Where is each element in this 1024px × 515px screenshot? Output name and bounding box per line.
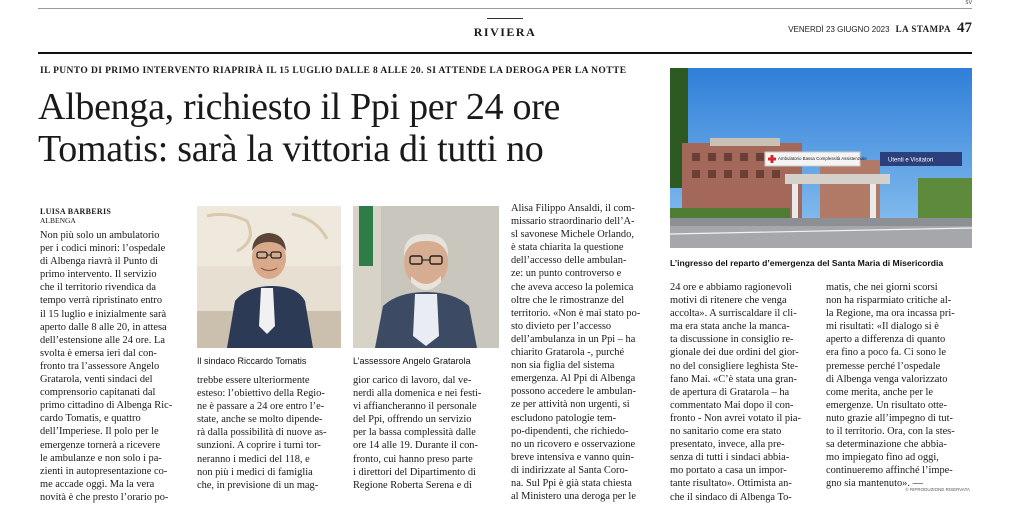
portrait-tomatis-image — [197, 206, 341, 348]
header-rule — [38, 52, 972, 54]
text-line: fronto - Non avrei votato il pia- — [670, 412, 801, 424]
portrait-gratarola-image — [353, 206, 499, 348]
text-line: dell’estensione alle 24 ore. La — [40, 334, 165, 346]
text-line: sa determinazione che abbia- — [826, 439, 947, 451]
text-line: po-dipendenti, che richiedo- — [511, 425, 629, 437]
text-line: non ha risparmiato critiche al- — [826, 295, 952, 307]
text-line: missario straordinario dell’A- — [511, 216, 635, 228]
text-line: che, in previsione di un mag- — [197, 479, 319, 491]
article-column-4 — [511, 202, 661, 503]
text-line: vi affiancheranno il personale — [353, 401, 477, 413]
text-line: mi risultati: «Il dialogo si è — [826, 321, 939, 333]
text-line: me accade oggi. Ma la vera — [40, 478, 155, 490]
text-line: state, anche se molto dipende- — [197, 414, 323, 426]
photo-tomatis — [197, 206, 341, 348]
hospital-entrance-image — [670, 68, 972, 248]
text-line: esteso: l’obiettivo della Regio- — [197, 388, 325, 400]
text-line: che il territorio rivendica da — [40, 282, 156, 294]
text-line: primo intervento. Il servizio — [40, 269, 157, 281]
text-line: come merita, anche per le — [826, 386, 934, 398]
text-line: è stata chiarita la questione — [511, 242, 624, 254]
text-line: no un ricovero e osservazione — [511, 438, 636, 450]
text-line: di Albenga venga valorizzato — [826, 373, 948, 385]
text-line: cardo Tomatis, e quattro — [40, 413, 141, 425]
copyright-notice: © RIPRODUZIONE RISERVATA — [905, 487, 970, 492]
text-line: di indirizzate al Santa Coro- — [511, 464, 629, 476]
text-line: nerdì alla domenica e nei festi- — [353, 388, 482, 400]
photo-caption: Il sindaco Riccardo Tomatis — [197, 356, 307, 366]
text-line: Gratarola, venti sindaci del — [40, 374, 153, 386]
text-line: mo impiegato fino ad oggi, — [826, 452, 939, 464]
dateline — [788, 20, 972, 37]
text-line: Non più solo un ambulatorio — [40, 230, 160, 241]
text-line: premesse perché l’ospedale — [826, 360, 941, 372]
top-rule — [38, 8, 972, 9]
text-line: fano Mai. «C’è stata una gran- — [670, 373, 797, 385]
text-line: tante risultato». Ottimista an- — [670, 478, 792, 490]
text-line: dell’ambulanza in un Ppi – ha — [511, 333, 636, 345]
text-line: oltre che le rimostranze del — [511, 294, 625, 306]
text-line: de apertura di Gratarola – ha — [670, 386, 790, 398]
text-line: sto divieto per l’accesso — [511, 320, 612, 332]
article-headline — [38, 86, 678, 170]
text-line: sl savonese Michele Orlando, — [511, 229, 634, 241]
page-number: 47 — [957, 20, 972, 36]
text-line: tempo verrà ripristinato entro — [40, 295, 163, 307]
text-line: ne è passare a 24 ore entro l’e- — [197, 401, 325, 413]
text-line: comprensorio capitanati dal — [40, 387, 156, 399]
section-name: RIVIERA — [473, 25, 537, 39]
text-line: no sanitario come era stato — [670, 426, 782, 438]
text-line: no del consigliere leghista Ste- — [670, 360, 799, 372]
text-line: del Ppi, offrendo un servizio — [353, 414, 472, 426]
headline-line: Tomatis: sarà la vittoria di tutti no — [38, 128, 544, 170]
article-column-6 — [826, 281, 974, 491]
article-column-2 — [197, 374, 345, 492]
section-rule — [487, 18, 523, 19]
text-line: sunzioni. A coprire i turni tor- — [197, 440, 321, 452]
text-line: era fino a poco fa. Ci sono le — [826, 347, 947, 359]
text-line: aperto a differenza di quanto — [826, 334, 946, 346]
text-line: emergenza. Al Ppi di Albenga — [511, 373, 636, 385]
text-line: gior carico di lavoro, dal ve- — [353, 375, 472, 386]
text-line: to il territorio. Ora, con la stes- — [826, 426, 955, 438]
text-line: accolta». A surriscaldare il cli- — [670, 308, 797, 320]
text-line: non più i medici di famiglia — [197, 466, 313, 478]
text-line: ze per attività non urgenti, si — [511, 399, 630, 411]
text-line: territorio. «Non è mai stato po- — [511, 307, 641, 319]
text-line: zienti in autopresentazione co- — [40, 465, 168, 477]
text-line: aperto dalle 8 alle 20, in attesa — [40, 321, 167, 333]
text-line: non sia figlia del sistema — [511, 360, 615, 372]
text-line: ze: un punto controverso e — [511, 268, 622, 280]
text-line: mo portato a casa un impor- — [670, 465, 787, 477]
photo-hospital-entrance — [670, 68, 972, 248]
text-line: commentato Mai dopo il con- — [670, 399, 794, 411]
text-line: breve intensiva e vanno quin- — [511, 451, 634, 463]
text-line: la Regione, ma ora incassa pri- — [826, 308, 955, 320]
sign-ambulatorio: Ambulatorio Bassa Complessità Assistenziale — [778, 156, 867, 161]
text-line: Regione Roberta Serena e di — [353, 479, 472, 491]
text-line: dell’Imperiese. Il polo per le — [40, 426, 159, 438]
issue-date: VENERDÌ 23 GIUGNO 2023 — [788, 25, 890, 34]
text-line: novità è che presto l’orario po- — [40, 491, 169, 503]
author-name: LUISA BARBERIS — [40, 207, 112, 216]
text-line: 24 ore e abbiamo ragionevoli — [670, 282, 792, 293]
text-line: Alisa Filippo Ansaldi, il com- — [511, 203, 635, 214]
text-line: fronto, cui hanno preso parte — [353, 453, 473, 465]
text-line: trebbe essere ulteriormente — [197, 375, 310, 386]
text-line: gno sia mantenuto». — — [826, 478, 923, 490]
section-header — [440, 18, 570, 40]
text-line: che aveva acceso la polemica — [511, 281, 634, 293]
article-kicker: IL PUNTO DI PRIMO INTERVENTO RIAPRIRÀ IL 15 LUGLIO DALLE 8 ALLE 20. SI ATTENDE LA DEROGA PER LA NOTTE — [40, 66, 627, 76]
text-line: matis, che nei giorni scorsi — [826, 282, 938, 293]
text-line: continueremo affinché l’impe- — [826, 465, 953, 477]
text-line: svolta è emersa ieri dal con- — [40, 347, 157, 359]
text-line: neranno i medici del 118, e — [197, 453, 310, 465]
photo-gratarola — [353, 206, 499, 348]
photo-caption: L’assessore Angelo Gratarola — [353, 356, 471, 366]
text-line: dell’accesso delle ambulan- — [511, 255, 627, 267]
text-line: ore 14 alle 19. Durante il con- — [353, 440, 478, 452]
text-line: na. Sul Ppi è già stata chiesta — [511, 477, 632, 489]
text-line: possono accedere le ambulan- — [511, 386, 636, 398]
text-line: al Ministero una deroga per le — [511, 491, 636, 503]
text-line: emergenze tornerà a ricevere — [40, 439, 161, 451]
text-line: escludono patologie tem- — [511, 412, 617, 424]
text-line: nuto grazie all’impegno di tut- — [826, 412, 953, 424]
text-line: presentato, invece, alla pre- — [670, 439, 785, 451]
headline-line: Albenga, richiesto il Ppi per 24 ore — [38, 86, 561, 128]
text-line: fronto tra l’assessore Angelo — [40, 360, 160, 372]
text-line: le ambulanze e non solo i pa- — [40, 452, 162, 464]
article-column-5 — [670, 281, 818, 504]
text-line: di Albenga riavrà il Punto di — [40, 256, 159, 268]
text-line: ma era stata anche la manca- — [670, 321, 790, 333]
text-line: chiarito Gratarola -, purché — [511, 347, 625, 359]
text-line: emergenze. Un risultato otte- — [826, 399, 947, 411]
text-line: ta discussione in consiglio re- — [670, 334, 794, 346]
text-line: motivi di ritenere che venga — [670, 295, 787, 307]
text-line: gionale dei due ordini del gior- — [670, 347, 799, 359]
text-line: per la bassa complessità dalle — [353, 427, 476, 439]
text-line: il 15 luglio e inizialmente sarà — [40, 308, 167, 320]
dateline-location: ALBENGA — [40, 216, 76, 225]
photo-caption: L’ingresso del reparto d’emergenza del Santa Maria di Misericordia — [670, 258, 944, 268]
article-column-3 — [353, 374, 501, 492]
corner-mark: SV — [965, 0, 972, 6]
text-line: rà dalla possibilità di nuove as- — [197, 427, 327, 439]
text-line: che il sindaco di Albenga To- — [670, 491, 792, 503]
text-line: i direttori del Dipartimento di — [353, 466, 476, 478]
sign-utenti: Utenti e Visitatori — [888, 157, 934, 164]
text-line: primo cittadino di Albenga Ric- — [40, 400, 173, 412]
newspaper-brand: LA STAMPA — [895, 24, 951, 34]
article-column-1 — [40, 229, 188, 504]
text-line: senza di tutti i sindaci abbia- — [670, 452, 790, 464]
text-line: per i codici minori: l’ospedale — [40, 243, 166, 255]
